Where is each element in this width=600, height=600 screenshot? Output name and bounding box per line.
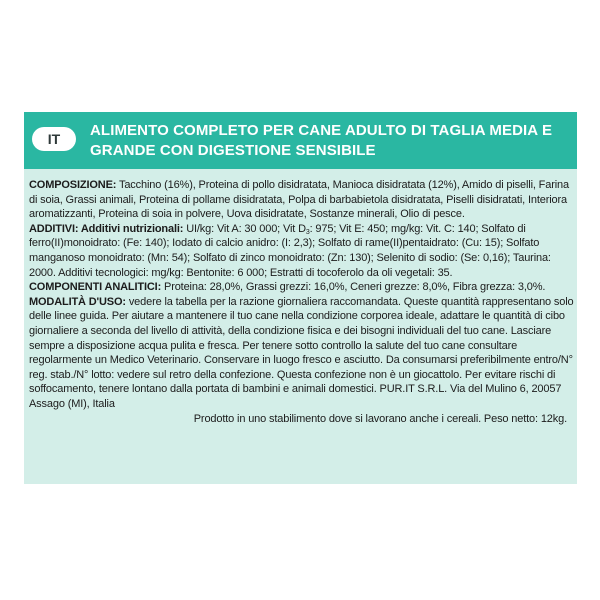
production-note: Prodotto in uno stabilimento dove si lavorano anche i cereali. Peso netto: 12kg. xyxy=(193,412,567,425)
analytical-section xyxy=(29,280,575,295)
composition-heading: COMPOSIZIONE: xyxy=(29,179,117,191)
label-panel xyxy=(24,112,577,484)
analytical-text: Proteina: 28,0%, Grassi grezzi: 16,0%, Ceneri grezze: 8,0%, Fibra grezza: 3,0%. xyxy=(161,281,546,294)
usage-heading: MODALITÀ D'USO: xyxy=(29,295,126,308)
label-header xyxy=(24,112,577,169)
analytical-heading: COMPONENTI ANALITICI: xyxy=(29,281,162,294)
composition-text: Tacchino (16%), Proteina di pollo disidratata, Manioca disidratata (12%), Amido di piselli, Farina di soia, Grassi animali, Proteina di pollame disidratata, Polpa di barbabietola disidratata, Piselli disidratati, Interiora aromatizzanti, Proteina di soia in polvere, Uova disidratate, Sostanze minerali, Olio di pesce. xyxy=(29,179,569,221)
language-badge: IT xyxy=(32,127,76,151)
additives-text-part-1: UI/kg: Vit A: 30 000; Vit D xyxy=(183,222,306,235)
composition-section xyxy=(29,178,575,222)
additives-section xyxy=(29,222,575,280)
label-body xyxy=(29,178,575,426)
product-title-line-1: ALIMENTO COMPLETO PER CANE ADULTO DI TAGLIA MEDIA E xyxy=(90,122,553,139)
usage-text: vedere la tabella per la razione giornaliera raccomandata. Queste quantità rappresentano solo delle linee guida. Per aiutare a mantenere il tuo cane nella condizione corporea ideale, adattare le quantità di cibo giornaliere a seconda del livello di attività, della condizione fisica e dei bisogni individuali del tuo cane. Lasciare sempre a disposizione acqua pulita e fresca. Per tenere sotto controllo la salute del tuo cane consultare regolarmente un Medico Veterinario. Conservare in luogo fresco e asciutto. Da consumarsi preferibilmente entro/N° reg. stab./N° lotto: vedere sul retro della confezione. Questa confezione non è un giocattolo. Per evitare rischi di soffocamento, tenere lontano dalla portata di bambini e animali domestici. PUR.IT S.R.L. Via del Mulino 6, 20057 Assago (MI), Italia xyxy=(29,295,574,410)
product-title-line-2: GRANDE CON DIGESTIONE SENSIBILE xyxy=(90,142,376,159)
additives-heading: ADDITIVI: xyxy=(29,222,79,235)
product-title xyxy=(90,121,570,161)
vitamin-d-subscript: 3 xyxy=(305,228,310,236)
additives-subheading: Additivi nutrizionali: xyxy=(78,222,184,235)
additives-text-part-2: : 975; Vit E: 450; mg/kg: Vit. C: 140; Solfato di ferro(II)monoidrato: (Fe: 140); Iodato di calcio anidro: (I: 2,3); Solfato di rame(II)pentaidrato: (Cu: 15); Solfato manganoso monoidrato: (Mn: 54); Solfato di zinco monoidrato: (Zn: 130); Selenito di sodio: (Se: 0,16); Taurina: 2000. Additivi tecnologici: mg/kg: Bentonite: 6 000; Estratti di tocoferolo da oli vegetali: 35. xyxy=(29,222,551,279)
usage-section xyxy=(29,295,575,412)
